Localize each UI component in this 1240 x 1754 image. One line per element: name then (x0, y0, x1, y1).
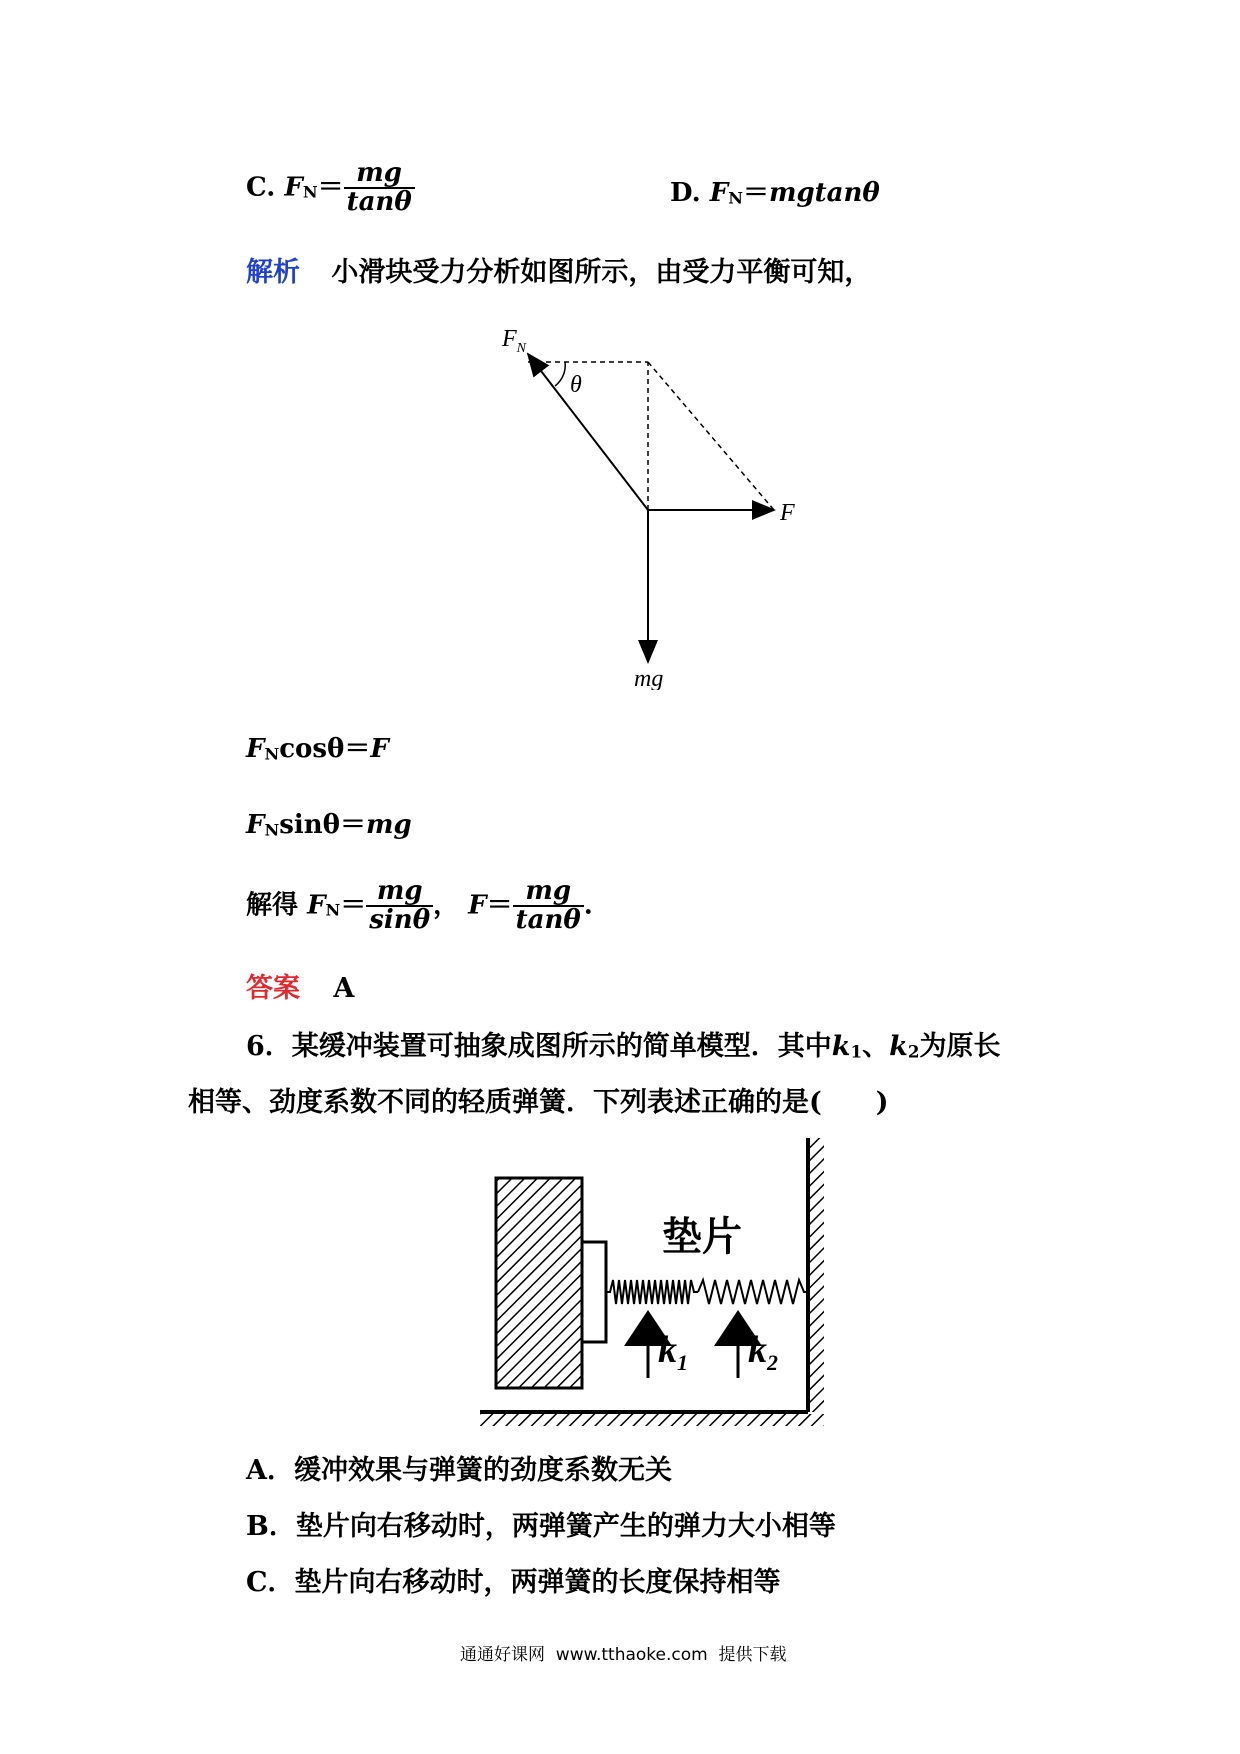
option-a: A．缓冲效果与弹簧的劲度系数无关 (246, 1455, 672, 1486)
answer-value: A (333, 973, 355, 1004)
pad (582, 1242, 606, 1342)
answer-line (246, 966, 354, 1005)
right-wall-hatch (810, 1138, 824, 1412)
option-d: D. FN＝mgtanθ (670, 178, 880, 208)
spring-k2 (698, 1280, 808, 1304)
dashed-diagonal (648, 362, 774, 510)
analysis-tag: 解析 (246, 257, 300, 288)
theta-arc (555, 362, 565, 386)
solve-line: 解得 FN＝ $\frac{mg}{\sin\theta}$ ， F＝ $\frac{mg}{\tan\theta}$ . (246, 876, 593, 936)
spring-k1 (606, 1280, 698, 1304)
fn-vector (528, 354, 648, 510)
answer-tag: 答案 (246, 973, 300, 1004)
k1-label: $k_1$ (658, 1329, 688, 1375)
solve-fraction-2: $\frac{mg}{\tan\theta}$ (513, 878, 584, 935)
question-6-line-2: 相等、劲度系数不同的轻质弹簧．下列表述正确的是( ) (188, 1087, 889, 1118)
k2-label: $k_2$ (748, 1329, 778, 1375)
equation-1: FNcosθ＝F (246, 734, 389, 764)
pad-label: 垫片 (662, 1214, 742, 1260)
theta-label: θ (570, 372, 582, 398)
force-diagram (480, 310, 820, 690)
floor-hatch (480, 1414, 824, 1426)
question-6-line-1: 6．某缓冲装置可抽象成图所示的简单模型．其中k1、k2为原长 (246, 1031, 1001, 1062)
footer: 通通好课网 www.tthaoke.com 提供下载 (460, 1645, 787, 1665)
mg-label: mg (634, 666, 664, 690)
solve-fraction-1: $\frac{mg}{\sin\theta}$ (366, 878, 433, 935)
analysis-text: 小滑块受力分析如图所示，由受力平衡可知， (331, 257, 872, 288)
fn-label: $F_N$ (502, 326, 527, 356)
analysis-line (246, 250, 871, 289)
block (496, 1178, 582, 1388)
equation-2: FNsinθ＝mg (246, 810, 412, 840)
option-c-fraction: $\frac{mg}{\tan\theta}$ (344, 160, 415, 217)
option-c: C. FN＝ $\frac{mg}{\tan\theta}$ (246, 160, 415, 217)
spring-diagram (470, 1130, 840, 1430)
option-c-text: C．垫片向右移动时，两弹簧的长度保持相等 (246, 1567, 781, 1598)
f-label: F (780, 500, 795, 526)
option-b: B．垫片向右移动时，两弹簧产生的弹力大小相等 (246, 1511, 836, 1542)
